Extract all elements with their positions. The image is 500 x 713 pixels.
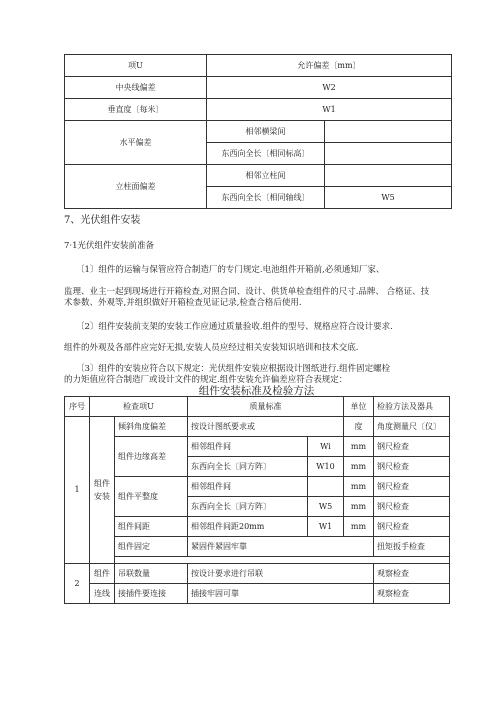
value-cell: W5 — [308, 497, 344, 517]
item-cell: 组件间距 — [115, 517, 188, 537]
category-label: 安装 — [94, 492, 110, 501]
section-heading: 7、光伏组件安装 — [64, 215, 141, 226]
table-row — [65, 121, 452, 143]
value-cell: W2 — [207, 77, 452, 99]
sub-item-cell: 东西向全长〔同方阵〕 — [188, 497, 308, 517]
standard-cell: 按设计图纸要求或 — [188, 417, 344, 437]
item-cell: 组件固定 — [115, 537, 188, 557]
table-row — [65, 477, 450, 497]
table-row — [65, 99, 452, 121]
table-row — [65, 77, 452, 99]
table-row — [65, 55, 452, 77]
method-cell: 观察检查 — [374, 584, 450, 604]
table-row — [65, 584, 450, 604]
support-tolerance-table — [64, 54, 452, 209]
header-cell: 单位 — [344, 397, 374, 417]
value-cell — [325, 143, 452, 165]
item-cell: 中央线偏差 — [65, 77, 207, 99]
item-cell: 立柱面偏差 — [65, 165, 207, 209]
standard-cell: 紧固件紧固牢靠 — [188, 537, 374, 557]
sub-item-cell: 相邻组件间 — [188, 477, 308, 497]
unit-cell: mm — [344, 437, 374, 457]
method-cell: 钢尺检查 — [374, 517, 450, 537]
paragraph-line: 组件的外观及各部件应完好无损,安装人员应经过相关安装知识培训和技术交底. — [64, 343, 359, 353]
table-row — [65, 165, 452, 187]
value-cell: W5 — [325, 187, 452, 209]
category-label: 组件 — [94, 479, 110, 488]
table-row — [65, 437, 450, 457]
table-row — [65, 537, 450, 557]
paragraph-line: 术参数、外观等,并组织做好开箱检查见证记录,检查合格后使用. — [64, 298, 302, 308]
item-cell: 水平偏差 — [65, 121, 207, 165]
method-cell: 钢尺检查 — [374, 457, 450, 477]
unit-cell: mm — [344, 457, 374, 477]
sub-item-cell: 东西向全长〔相同轴线〕 — [207, 187, 325, 209]
spacer-cell — [115, 557, 450, 564]
item-cell: 吊联数量 — [115, 564, 188, 584]
sub-item-cell: 东西向全长〔同方阵〕 — [188, 457, 308, 477]
sub-item-cell: 相邻横梁间 — [207, 121, 325, 143]
paragraph-line: 的力矩值应符合制造厂或设计文件的规定.组件安装允许偏差应符合表规定： — [64, 375, 348, 385]
sub-item-cell: 相邻立柱间 — [207, 165, 325, 187]
table-row — [65, 417, 450, 437]
header-cell: 检查项U — [90, 397, 188, 417]
header-cell: 检验方法及器具 — [374, 397, 450, 417]
standard-cell: 插接牢固可靠 — [188, 584, 374, 604]
section-subheading: 7·1光伏组件安装前准备 — [64, 241, 155, 251]
paragraph-line: 〔3〕组件的安装应符合以下规定：光伏组件安装应根据设计图纸进行.组件固定螺栓 — [76, 364, 391, 374]
item-cell: 组件边缘高差 — [115, 437, 188, 477]
group-number-cell: 1 — [65, 417, 90, 564]
category-cell: 组件 — [90, 564, 115, 584]
group-number-cell: 2 — [65, 564, 90, 604]
table-row — [65, 564, 450, 584]
header-cell: 序号 — [65, 397, 90, 417]
method-cell: 钢尺检查 — [374, 437, 450, 457]
table-title: 组件安装标准及检验方法 — [198, 385, 315, 397]
sub-item-cell: 相邻组件间 — [188, 437, 308, 457]
unit-cell: mm — [344, 517, 374, 537]
item-cell: 组件平整度 — [115, 477, 188, 517]
sub-item-cell: 东西向全长〔相同标高〕 — [207, 143, 325, 165]
method-cell: 扭矩扳手检查 — [374, 537, 450, 557]
value-cell — [325, 165, 452, 187]
category-cell — [90, 417, 115, 564]
method-cell: 钢尺检查 — [374, 477, 450, 497]
item-cell: 倾斜角度偏差 — [115, 417, 188, 437]
unit-cell: 度 — [344, 417, 374, 437]
paragraph-line: 〔2〕组件安装前支架的安装工作应通过质量验收.组件的型号、规格应符合设计要求. — [76, 322, 393, 332]
value-cell: W1 — [207, 99, 452, 121]
item-cell: 垂直度〔每米〕 — [65, 99, 207, 121]
unit-cell: mm — [344, 477, 374, 497]
table-row — [65, 557, 450, 564]
unit-cell: mm — [344, 497, 374, 517]
category-cell: 连线 — [90, 584, 115, 604]
standard-cell: 按设计要求进行吊联 — [188, 564, 374, 584]
header-cell: 质量标准 — [188, 397, 344, 417]
value-cell: Wi — [308, 437, 344, 457]
paragraph-line: 监理、业主一起到现场进行开箱检查,对照合同、设计、供货单检查组件的尺寸.品牌、 合格证、技 — [64, 287, 430, 297]
value-cell: W10 — [308, 457, 344, 477]
table-row — [65, 397, 450, 417]
header-cell: 项U — [65, 55, 207, 77]
method-cell: 角度测量尺〔仪〕 — [374, 417, 450, 437]
table-row — [65, 517, 450, 537]
method-cell: 钢尺检查 — [374, 497, 450, 517]
method-cell: 观察检查 — [374, 564, 450, 584]
sub-item-cell: 相邻组件间距20mm — [188, 517, 308, 537]
value-cell: W1 — [308, 517, 344, 537]
value-cell — [308, 477, 344, 497]
value-cell — [325, 121, 452, 143]
paragraph-line: 〔1〕组件的运输与保管应符合制造厂的专门规定.电池组件开箱前,必须通知厂家、 — [76, 265, 385, 275]
item-cell: 接插件要连接 — [115, 584, 188, 604]
header-cell: 允许偏差〔mm〕 — [207, 55, 452, 77]
module-install-standard-table — [64, 396, 450, 604]
